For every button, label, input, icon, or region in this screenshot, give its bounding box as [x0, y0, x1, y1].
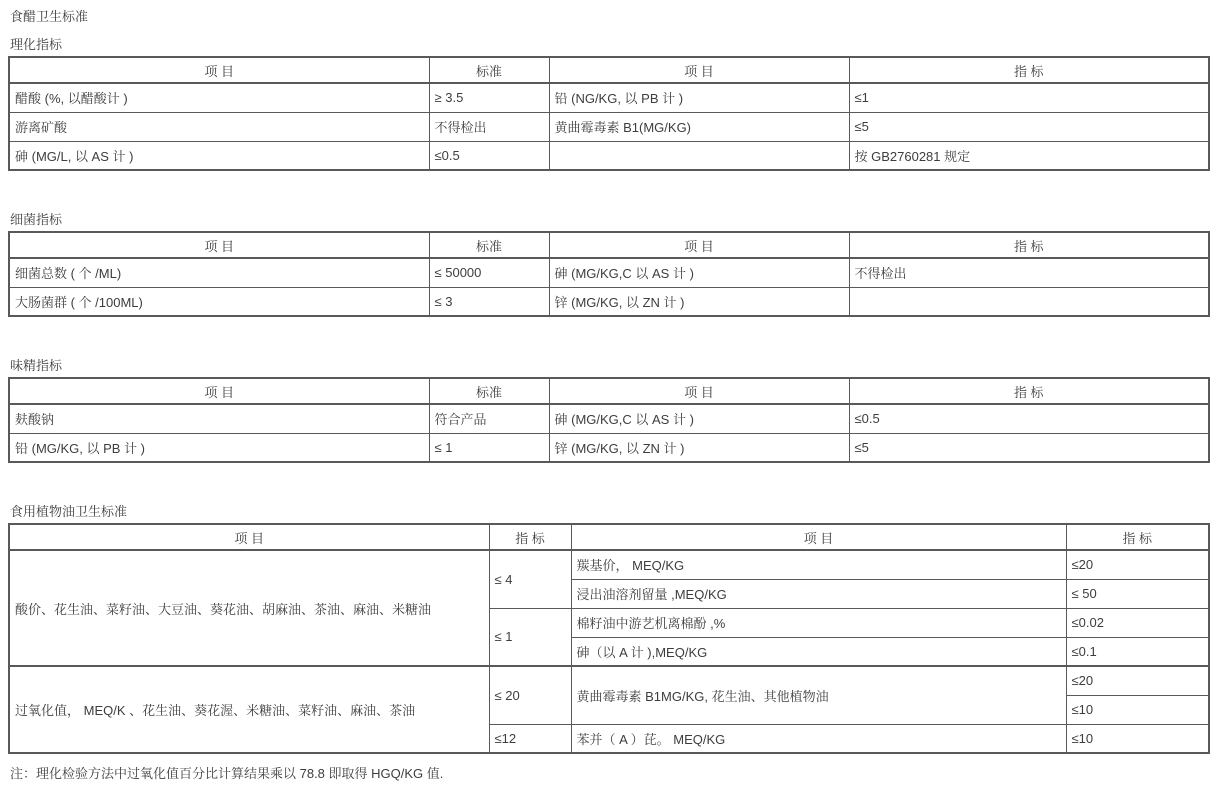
- column-header-item: 项 目: [9, 524, 489, 550]
- physchem-table: [8, 56, 1210, 171]
- table-row: [9, 258, 1209, 287]
- item-cell: 细菌总数 ( 个 /ML): [9, 258, 429, 287]
- item-cell: 铅 (NG/KG, 以 PB 计 ): [549, 83, 849, 112]
- item-cell: 铅 (MG/KG, 以 PB 计 ): [9, 433, 429, 462]
- item-cell-peroxide-value: 过氧化值， MEQ/K 、花生油、葵花渥、米糖油、菜籽油、麻油、茶油: [9, 666, 489, 753]
- value-cell: ≤12: [489, 724, 571, 753]
- value-cell: ≤5: [849, 112, 1209, 141]
- column-header-standard: 标准: [429, 232, 549, 258]
- section-heading-bacteria: 细菌指标: [10, 212, 63, 227]
- item-cell: 砷 (MG/L, 以 AS 计 ): [9, 141, 429, 170]
- table-header-row: [9, 378, 1209, 404]
- value-cell: ≥ 3.5: [429, 83, 549, 112]
- item-cell-aflatoxin: 黄曲霉毒素 B1MG/KG, 花生油、其他植物油: [571, 666, 1066, 724]
- column-header-item: 项 目: [549, 57, 849, 83]
- column-header-item: 项 目: [549, 232, 849, 258]
- item-cell: 醋酸 (%, 以醋酸计 ): [9, 83, 429, 112]
- table-row: [9, 287, 1209, 316]
- item-cell: 砷 (MG/KG,C 以 AS 计 ): [549, 258, 849, 287]
- value-cell: 不得检出: [849, 258, 1209, 287]
- table-row: [9, 83, 1209, 112]
- item-cell: 黄曲霉毒素 B1(MG/KG): [549, 112, 849, 141]
- table-row: [9, 112, 1209, 141]
- value-cell: ≤1: [849, 83, 1209, 112]
- value-cell: ≤ 4: [489, 550, 571, 608]
- value-cell: 不得检出: [429, 112, 549, 141]
- section-heading-oil: 食用植物油卫生标准: [10, 504, 128, 519]
- table-row: [9, 550, 1209, 579]
- item-cell: 锌 (MG/KG, 以 ZN 计 ): [549, 433, 849, 462]
- table-header-row: [9, 57, 1209, 83]
- column-header-indicator: 指 标: [1066, 524, 1209, 550]
- value-cell: ≤20: [1066, 550, 1209, 579]
- item-cell: 羰基价， MEQ/KG: [571, 550, 1066, 579]
- value-cell: ≤ 20: [489, 666, 571, 724]
- value-cell: 按 GB2760281 规定: [849, 141, 1209, 170]
- item-cell: 棉籽油中游艺机离棉酚 ,%: [571, 608, 1066, 637]
- value-cell: ≤ 3: [429, 287, 549, 316]
- item-cell: 砷（以 A 计 ),MEQ/KG: [571, 637, 1066, 666]
- value-cell: ≤5: [849, 433, 1209, 462]
- value-cell: ≤0.02: [1066, 608, 1209, 637]
- item-cell: 锌 (MG/KG, 以 ZN 计 ): [549, 287, 849, 316]
- section-heading-msg: 味精指标: [10, 358, 63, 373]
- value-cell: 符合产品: [429, 404, 549, 433]
- table-row: [9, 666, 1209, 695]
- column-header-indicator: 指 标: [849, 57, 1209, 83]
- value-cell: ≤0.5: [429, 141, 549, 170]
- column-header-item: 项 目: [9, 232, 429, 258]
- item-cell: 游离矿酸: [9, 112, 429, 141]
- value-cell: ≤ 1: [489, 608, 571, 666]
- column-header-indicator: 指 标: [849, 232, 1209, 258]
- section-heading-physchem: 理化指标: [10, 37, 63, 52]
- column-header-standard: 标准: [429, 57, 549, 83]
- item-cell: 大肠菌群 ( 个 /100ML): [9, 287, 429, 316]
- table-row: [9, 404, 1209, 433]
- msg-table: [8, 377, 1210, 463]
- item-cell-acid-value: 酸价、花生油、菜籽油、大豆油、葵花油、胡麻油、茶油、麻油、米糖油: [9, 550, 489, 666]
- table-row: [9, 433, 1209, 462]
- value-cell: ≤ 1: [429, 433, 549, 462]
- item-cell: 砷 (MG/KG,C 以 AS 计 ): [549, 404, 849, 433]
- value-cell: ≤ 50: [1066, 579, 1209, 608]
- column-header-indicator: 指 标: [489, 524, 571, 550]
- bacteria-table: [8, 231, 1210, 317]
- table-row: [9, 141, 1209, 170]
- oil-table: [8, 523, 1210, 754]
- column-header-item: 项 目: [549, 378, 849, 404]
- item-cell: 浸出油溶剂留量 ,MEQ/KG: [571, 579, 1066, 608]
- item-cell-empty: [549, 141, 849, 170]
- table-header-row: [9, 524, 1209, 550]
- column-header-item: 项 目: [9, 57, 429, 83]
- column-header-standard: 标准: [429, 378, 549, 404]
- value-cell: ≤20: [1066, 666, 1209, 695]
- page-title: 食醋卫生标准: [10, 9, 89, 24]
- footnote: 注：理化检验方法中过氧化值百分比计算结果乘以 78.8 即取得 HGQ/KG 值.: [10, 766, 444, 781]
- value-cell: ≤0.5: [849, 404, 1209, 433]
- column-header-item: 项 目: [571, 524, 1066, 550]
- value-cell: ≤10: [1066, 695, 1209, 724]
- item-cell-benzopyrene: 苯并（ A ）芘。 MEQ/KG: [571, 724, 1066, 753]
- item-cell: 麸酸钠: [9, 404, 429, 433]
- table-header-row: [9, 232, 1209, 258]
- value-cell: ≤0.1: [1066, 637, 1209, 666]
- value-cell: ≤ 50000: [429, 258, 549, 287]
- value-cell: ≤10: [1066, 724, 1209, 753]
- column-header-item: 项 目: [9, 378, 429, 404]
- column-header-indicator: 指 标: [849, 378, 1209, 404]
- value-cell-empty: [849, 287, 1209, 316]
